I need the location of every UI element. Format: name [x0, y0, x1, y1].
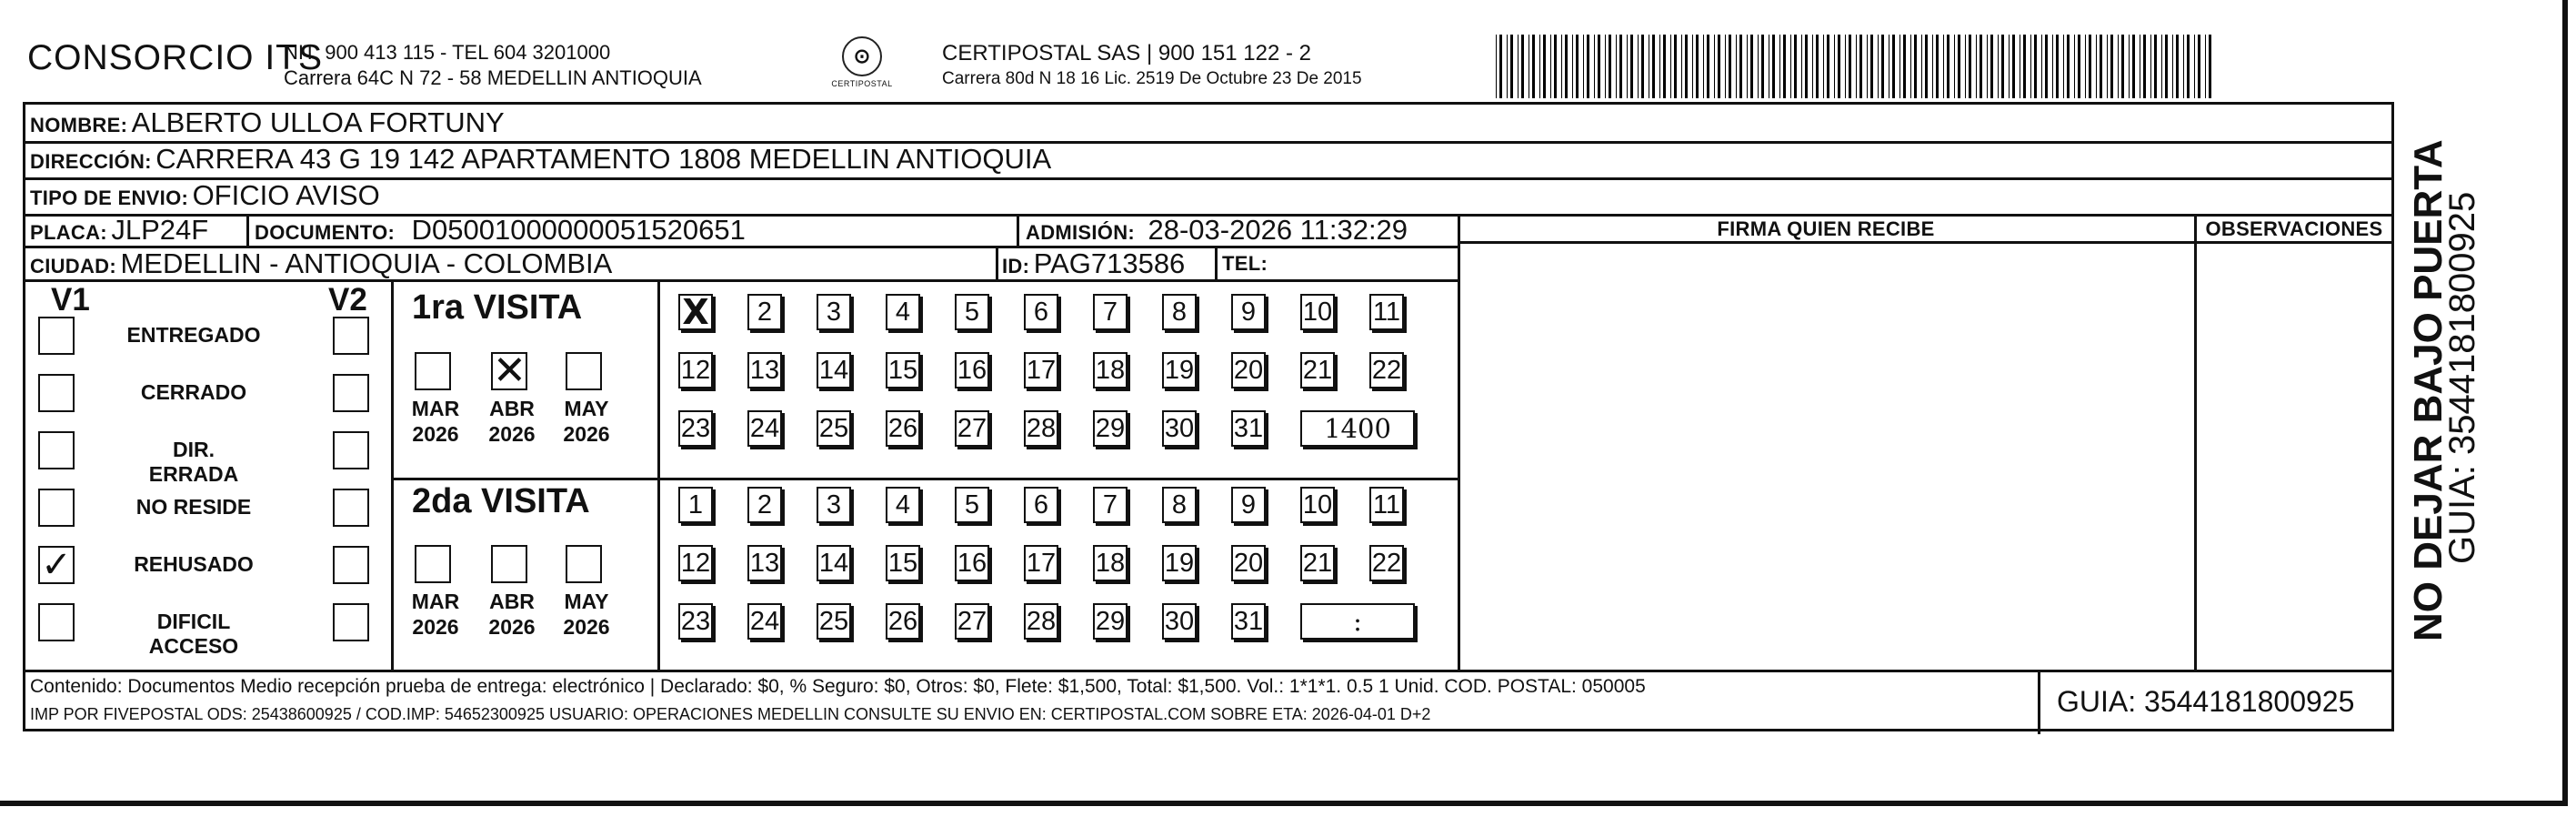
visit1-day-4[interactable]: 4: [886, 294, 920, 330]
visit2-day-9[interactable]: 9: [1231, 487, 1266, 523]
visit1-day-24[interactable]: 24: [747, 410, 782, 447]
visit1-day-17[interactable]: 17: [1024, 352, 1058, 388]
barcode-bar: [1969, 35, 1971, 98]
barcode-bar: [1783, 35, 1786, 98]
v2-checkbox[interactable]: [333, 374, 369, 412]
documento-cell: [255, 214, 746, 247]
documento-value: D05001000000051520651: [411, 214, 746, 246]
visit1-day-6[interactable]: 6: [1024, 294, 1058, 330]
barcode-bar: [2172, 35, 2173, 98]
admision-cell: [1026, 214, 1408, 247]
logo-text: CERTIPOSTAL: [831, 79, 893, 88]
barcode-bar: [1685, 35, 1688, 98]
carrier-info: [942, 40, 1362, 91]
barcode: [1496, 35, 2219, 98]
barcode-bar: [1892, 35, 1895, 98]
barcode-bar: [1725, 35, 1726, 98]
visit2-day-31[interactable]: 31: [1231, 603, 1266, 640]
barcode-bar: [2056, 35, 2059, 98]
barcode-bar: [1605, 35, 1606, 98]
barcode-bar: [1990, 35, 1993, 98]
barcode-bar: [1739, 35, 1742, 98]
visit2-month-label: MAR 2026: [411, 590, 460, 639]
visit1-day-12[interactable]: 12: [678, 352, 713, 388]
barcode-bar: [1496, 35, 1497, 98]
barcode-bar: [1812, 35, 1813, 98]
barcode-bar: [1881, 35, 1884, 98]
barcode-bar: [1663, 35, 1666, 98]
visit1-month-label: MAY 2026: [563, 397, 610, 446]
barcode-bar: [2205, 35, 2206, 98]
direccion-label: DIRECCIÓN:: [30, 150, 152, 173]
barcode-bar: [2110, 35, 2113, 98]
visit1-day-27[interactable]: 27: [955, 410, 989, 447]
barcode-bar: [1510, 35, 1513, 98]
barcode-bar: [1627, 35, 1628, 98]
barcode-bar: [1794, 35, 1797, 98]
barcode-bar: [1518, 35, 1519, 98]
admision-value: 28-03-2026 11:32:29: [1148, 214, 1408, 246]
barcode-bar: [2052, 35, 2053, 98]
visit1-day-11[interactable]: 11: [1369, 294, 1404, 330]
tel-label: TEL:: [1222, 252, 1268, 275]
barcode-bar: [2161, 35, 2162, 98]
visit1-day-19[interactable]: 19: [1162, 352, 1197, 388]
company-name: CONSORCIO ITS: [27, 38, 324, 77]
visit2-month-checkbox[interactable]: [491, 545, 527, 583]
status-label: DIR. ERRADA: [148, 438, 239, 486]
placa-value: JLP24F: [111, 214, 209, 246]
barcode-bar: [2096, 35, 2097, 98]
footer-imp: IMP POR FIVEPOSTAL ODS: 25438600925 / COD.IMP: 54652300925 USUARIO: OPERACIONES MEDELLIN CONSULTE SU ENVIO EN: CERTIPOSTAL.COM SOBRE ETA: 2026-04-01 D+2: [30, 705, 1431, 723]
barcode-bar: [2118, 35, 2119, 98]
barcode-bar: [2121, 35, 2124, 98]
visit1-day-5[interactable]: 5: [955, 294, 989, 330]
observations-area[interactable]: [2199, 247, 2388, 667]
company-info: [284, 40, 702, 91]
barcode-bar: [1499, 35, 1502, 98]
barcode-bar: [2001, 35, 2004, 98]
visit2-month-label: MAY 2026: [563, 590, 610, 639]
barcode-bar: [1870, 35, 1873, 98]
shipping-form: [23, 102, 2394, 731]
status-label: ENTREGADO: [126, 323, 261, 347]
barcode-bar: [1932, 35, 1933, 98]
tipo-label: TIPO DE ENVIO:: [30, 187, 189, 209]
barcode-bar: [1729, 35, 1731, 98]
visit1-day-16[interactable]: 16: [955, 352, 989, 388]
visit1-day-25[interactable]: 25: [817, 410, 851, 447]
barcode-bar: [2023, 35, 2026, 98]
barcode-bar: [1823, 35, 1824, 98]
id-value: PAG713586: [1033, 247, 1186, 279]
visit2-day-22[interactable]: 22: [1369, 545, 1404, 581]
visit2-day-5[interactable]: 5: [955, 487, 989, 523]
status-label: NO RESIDE: [135, 495, 252, 519]
visit2-day-14[interactable]: 14: [817, 545, 851, 581]
barcode-bar: [2107, 35, 2108, 98]
barcode-bar: [1561, 35, 1562, 98]
shipment-type: OFICIO AVISO: [192, 179, 380, 211]
nombre-row: [30, 106, 505, 139]
company-address: Carrera 64C N 72 - 58 MEDELLIN ANTIOQUIA: [284, 66, 702, 89]
side-warning: NO DEJAR BAJO PUERTA: [2406, 139, 2451, 641]
visit2-day-1[interactable]: 1: [678, 487, 713, 523]
barcode-bar: [2012, 35, 2015, 98]
barcode-bar: [1641, 35, 1644, 98]
v1-checkbox[interactable]: ✓: [38, 546, 75, 584]
barcode-bar: [1925, 35, 1928, 98]
barcode-bar: [1914, 35, 1917, 98]
barcode-bar: [1598, 35, 1600, 98]
visit1-day-3[interactable]: 3: [817, 294, 851, 330]
barcode-bar: [1521, 35, 1524, 98]
barcode-bar: [1507, 35, 1508, 98]
visit2-month-label: ABR 2026: [488, 590, 536, 639]
barcode-bar: [1878, 35, 1879, 98]
visit2-month-checkbox[interactable]: [415, 545, 451, 583]
barcode-bar: [1921, 35, 1922, 98]
barcode-bar: [1758, 35, 1759, 98]
nombre-label: NOMBRE:: [30, 114, 128, 136]
barcode-bar: [1609, 35, 1611, 98]
guia-number: GUIA: 3544181800925: [2057, 685, 2355, 718]
barcode-bar: [1998, 35, 1999, 98]
barcode-bar: [1616, 35, 1617, 98]
placa-label: PLACA:: [30, 221, 107, 244]
admision-label: ADMISIÓN:: [1026, 221, 1136, 244]
carrier-logo: [815, 36, 909, 100]
barcode-bar: [1761, 35, 1764, 98]
visit2-day-2[interactable]: 2: [747, 487, 782, 523]
barcode-bar: [2063, 35, 2064, 98]
barcode-bar: [1903, 35, 1906, 98]
barcode-bar: [2089, 35, 2091, 98]
barcode-bar: [2009, 35, 2010, 98]
tel-cell: [1222, 252, 1268, 276]
barcode-bar: [2176, 35, 2179, 98]
barcode-bar: [1539, 35, 1540, 98]
barcode-bar: [1565, 35, 1568, 98]
firma-header: FIRMA QUIEN RECIBE: [1717, 217, 1935, 240]
visit1-day-8[interactable]: 8: [1162, 294, 1197, 330]
v2-checkbox[interactable]: [333, 546, 369, 584]
visit1-month-checkbox[interactable]: [415, 352, 451, 390]
visit2-day-10[interactable]: 10: [1300, 487, 1335, 523]
barcode-bar: [1638, 35, 1639, 98]
visit2-day-21[interactable]: 21: [1300, 545, 1335, 581]
visit1-day-26[interactable]: 26: [886, 410, 920, 447]
barcode-bar: [1718, 35, 1720, 98]
visit2-day-3[interactable]: 3: [817, 487, 851, 523]
direccion-row: [30, 143, 1051, 176]
documento-label: DOCUMENTO:: [255, 221, 396, 244]
barcode-bar: [1965, 35, 1966, 98]
visit1-day-1[interactable]: X: [678, 294, 713, 330]
v2-checkbox[interactable]: [333, 603, 369, 641]
visit2-day-29[interactable]: 29: [1093, 603, 1128, 640]
barcode-bar: [2165, 35, 2168, 98]
v1-checkbox[interactable]: [38, 603, 75, 641]
visit1-day-18[interactable]: 18: [1093, 352, 1128, 388]
carrier-name: CERTIPOSTAL SAS | 900 151 122 - 2: [942, 41, 1311, 66]
v1-checkbox[interactable]: [38, 317, 75, 355]
barcode-bar: [1587, 35, 1589, 98]
visit1-day-10[interactable]: 10: [1300, 294, 1335, 330]
barcode-bar: [2041, 35, 2042, 98]
visit2-day-26[interactable]: 26: [886, 603, 920, 640]
barcode-bar: [2143, 35, 2146, 98]
recipient-name: ALBERTO ULLOA FORTUNY: [131, 106, 505, 138]
barcode-bar: [2085, 35, 2086, 98]
side-guia: GUIA: 3544181800925: [2442, 191, 2482, 564]
company-nit: NIT. 900 413 115 - TEL 604 3201000: [284, 41, 611, 64]
barcode-bar: [1899, 35, 1900, 98]
ciudad-cell: [30, 247, 612, 280]
barcode-bar: [1532, 35, 1535, 98]
visit1-month-label: MAR 2026: [411, 397, 460, 446]
barcode-bar: [1554, 35, 1557, 98]
visit1-day-9[interactable]: 9: [1231, 294, 1266, 330]
barcode-bar: [1674, 35, 1677, 98]
barcode-bar: [1910, 35, 1911, 98]
barcode-bar: [1779, 35, 1780, 98]
status-label: DIFICIL ACCESO: [148, 610, 239, 658]
barcode-bar: [1583, 35, 1584, 98]
visit2-day-20[interactable]: 20: [1231, 545, 1266, 581]
barcode-bar: [1750, 35, 1753, 98]
barcode-bar: [1659, 35, 1660, 98]
barcode-bar: [2030, 35, 2031, 98]
barcode-bar: [2074, 35, 2075, 98]
barcode-bar: [2100, 35, 2102, 98]
visit2-day-23[interactable]: 23: [678, 603, 713, 640]
v2-checkbox[interactable]: [333, 489, 369, 527]
barcode-bar: [2132, 35, 2135, 98]
visit1-day-28[interactable]: 28: [1024, 410, 1058, 447]
visit2-day-12[interactable]: 12: [678, 545, 713, 581]
barcode-bar: [1947, 35, 1950, 98]
barcode-bar: [1692, 35, 1693, 98]
tipo-row: [30, 179, 380, 212]
barcode-bar: [1747, 35, 1748, 98]
visit2-time-field[interactable]: :: [1300, 603, 1415, 640]
placa-cell: [30, 214, 208, 247]
status-label: REHUSADO: [134, 552, 254, 576]
barcode-bar: [1845, 35, 1846, 98]
visit2-day-24[interactable]: 24: [747, 603, 782, 640]
v1-header: V1: [51, 282, 90, 318]
barcode-bar: [1816, 35, 1819, 98]
barcode-bar: [1619, 35, 1622, 98]
visit1-day-7[interactable]: 7: [1093, 294, 1128, 330]
visit2-day-8[interactable]: 8: [1162, 487, 1197, 523]
barcode-bar: [1630, 35, 1633, 98]
v1-checkbox[interactable]: [38, 374, 75, 412]
barcode-bar: [1576, 35, 1579, 98]
v1-checkbox[interactable]: [38, 489, 75, 527]
barcode-bar: [1849, 35, 1851, 98]
barcode-bar: [1867, 35, 1868, 98]
barcode-bar: [1943, 35, 1944, 98]
barcode-bar: [1550, 35, 1551, 98]
visit1-month-checkbox[interactable]: [566, 352, 602, 390]
visit2-day-6[interactable]: 6: [1024, 487, 1058, 523]
visit2-day-11[interactable]: 11: [1369, 487, 1404, 523]
barcode-bar: [2209, 35, 2211, 98]
barcode-bar: [1652, 35, 1655, 98]
barcode-bar: [2034, 35, 2037, 98]
v2-checkbox[interactable]: [333, 431, 369, 469]
barcode-bar: [1856, 35, 1857, 98]
visit2-title: 2da VISITA: [412, 482, 590, 520]
visit2-day-7[interactable]: 7: [1093, 487, 1128, 523]
barcode-bar: [1543, 35, 1546, 98]
barcode-bar: [1772, 35, 1775, 98]
visit2-day-18[interactable]: 18: [1093, 545, 1128, 581]
v2-header: V2: [328, 282, 367, 318]
barcode-bar: [2183, 35, 2184, 98]
visit1-day-23[interactable]: 23: [678, 410, 713, 447]
visit2-day-19[interactable]: 19: [1162, 545, 1197, 581]
visit2-day-17[interactable]: 17: [1024, 545, 1058, 581]
id-cell: [1002, 247, 1185, 280]
v1-checkbox[interactable]: [38, 431, 75, 469]
barcode-bar: [1958, 35, 1960, 98]
footer-contents: Contenido: Documentos Medio recepción prueba de entrega: electrónico | Declarado: $0, % Seguro: $0, Otros: $0, Flete: $1,500, Total: $1,500. Vol.: 1*1*1. 0.5 1 Unid. COD. POSTAL: 050005: [30, 676, 1646, 697]
id-label: ID:: [1002, 255, 1030, 277]
visit2-day-30[interactable]: 30: [1162, 603, 1197, 640]
visit2-day-25[interactable]: 25: [817, 603, 851, 640]
barcode-bar: [1703, 35, 1704, 98]
barcode-bar: [1954, 35, 1955, 98]
barcode-bar: [2187, 35, 2190, 98]
logo-mark-icon: ⊙: [842, 36, 882, 76]
visit1-title: 1ra VISITA: [412, 288, 583, 327]
visit2-day-28[interactable]: 28: [1024, 603, 1058, 640]
visit2-day-4[interactable]: 4: [886, 487, 920, 523]
v2-checkbox[interactable]: [333, 317, 369, 355]
barcode-bar: [2045, 35, 2048, 98]
visit1-day-15[interactable]: 15: [886, 352, 920, 388]
barcode-bar: [1838, 35, 1840, 98]
barcode-bar: [1707, 35, 1709, 98]
barcode-bar: [1834, 35, 1835, 98]
barcode-bar: [1805, 35, 1808, 98]
barcode-bar: [1976, 35, 1977, 98]
visit1-day-31[interactable]: 31: [1231, 410, 1266, 447]
barcode-bar: [1714, 35, 1715, 98]
visit1-day-29[interactable]: 29: [1093, 410, 1128, 447]
ciudad-value: MEDELLIN - ANTIOQUIA - COLOMBIA: [120, 247, 613, 279]
barcode-bar: [1696, 35, 1699, 98]
barcode-bar: [1801, 35, 1802, 98]
visit1-time-field[interactable]: 1400: [1300, 410, 1415, 447]
status-label: CERRADO: [140, 380, 247, 404]
signature-area[interactable]: [1462, 247, 2190, 667]
barcode-bar: [2194, 35, 2195, 98]
barcode-bar: [1670, 35, 1671, 98]
visit1-day-13[interactable]: 13: [747, 352, 782, 388]
visit2-day-16[interactable]: 16: [955, 545, 989, 581]
barcode-bar: [2150, 35, 2151, 98]
visit2-month-checkbox[interactable]: [566, 545, 602, 583]
barcode-bar: [2078, 35, 2080, 98]
barcode-bar: [1736, 35, 1737, 98]
visit1-day-22[interactable]: 22: [1369, 352, 1404, 388]
barcode-bar: [1572, 35, 1573, 98]
ciudad-label: CIUDAD:: [30, 255, 116, 277]
barcode-bar: [1936, 35, 1939, 98]
barcode-bar: [2067, 35, 2070, 98]
visit1-month-label: ABR 2026: [488, 397, 536, 446]
barcode-bar: [1980, 35, 1982, 98]
barcode-bar: [1827, 35, 1829, 98]
recipient-address: CARRERA 43 G 19 142 APARTAMENTO 1808 MEDELLIN ANTIOQUIA: [155, 143, 1052, 175]
barcode-bar: [2198, 35, 2200, 98]
barcode-bar: [1859, 35, 1862, 98]
visit1-day-2[interactable]: 2: [747, 294, 782, 330]
carrier-detail: Carrera 80d N 18 16 Lic. 2519 De Octubre 23 De 2015: [942, 69, 1362, 88]
barcode-bar: [1790, 35, 1791, 98]
barcode-bar: [1987, 35, 1988, 98]
visit2-day-15[interactable]: 15: [886, 545, 920, 581]
visit1-month-checkbox[interactable]: ✕: [493, 348, 526, 394]
observaciones-header: OBSERVACIONES: [2205, 217, 2383, 240]
barcode-bar: [2154, 35, 2157, 98]
visit1-day-21[interactable]: 21: [1300, 352, 1335, 388]
visit1-day-30[interactable]: 30: [1162, 410, 1197, 447]
visit1-day-20[interactable]: 20: [1231, 352, 1266, 388]
barcode-bar: [2129, 35, 2130, 98]
visit2-day-27[interactable]: 27: [955, 603, 989, 640]
barcode-bar: [1594, 35, 1595, 98]
barcode-bar: [1681, 35, 1682, 98]
visit1-day-14[interactable]: 14: [817, 352, 851, 388]
visit2-day-13[interactable]: 13: [747, 545, 782, 581]
